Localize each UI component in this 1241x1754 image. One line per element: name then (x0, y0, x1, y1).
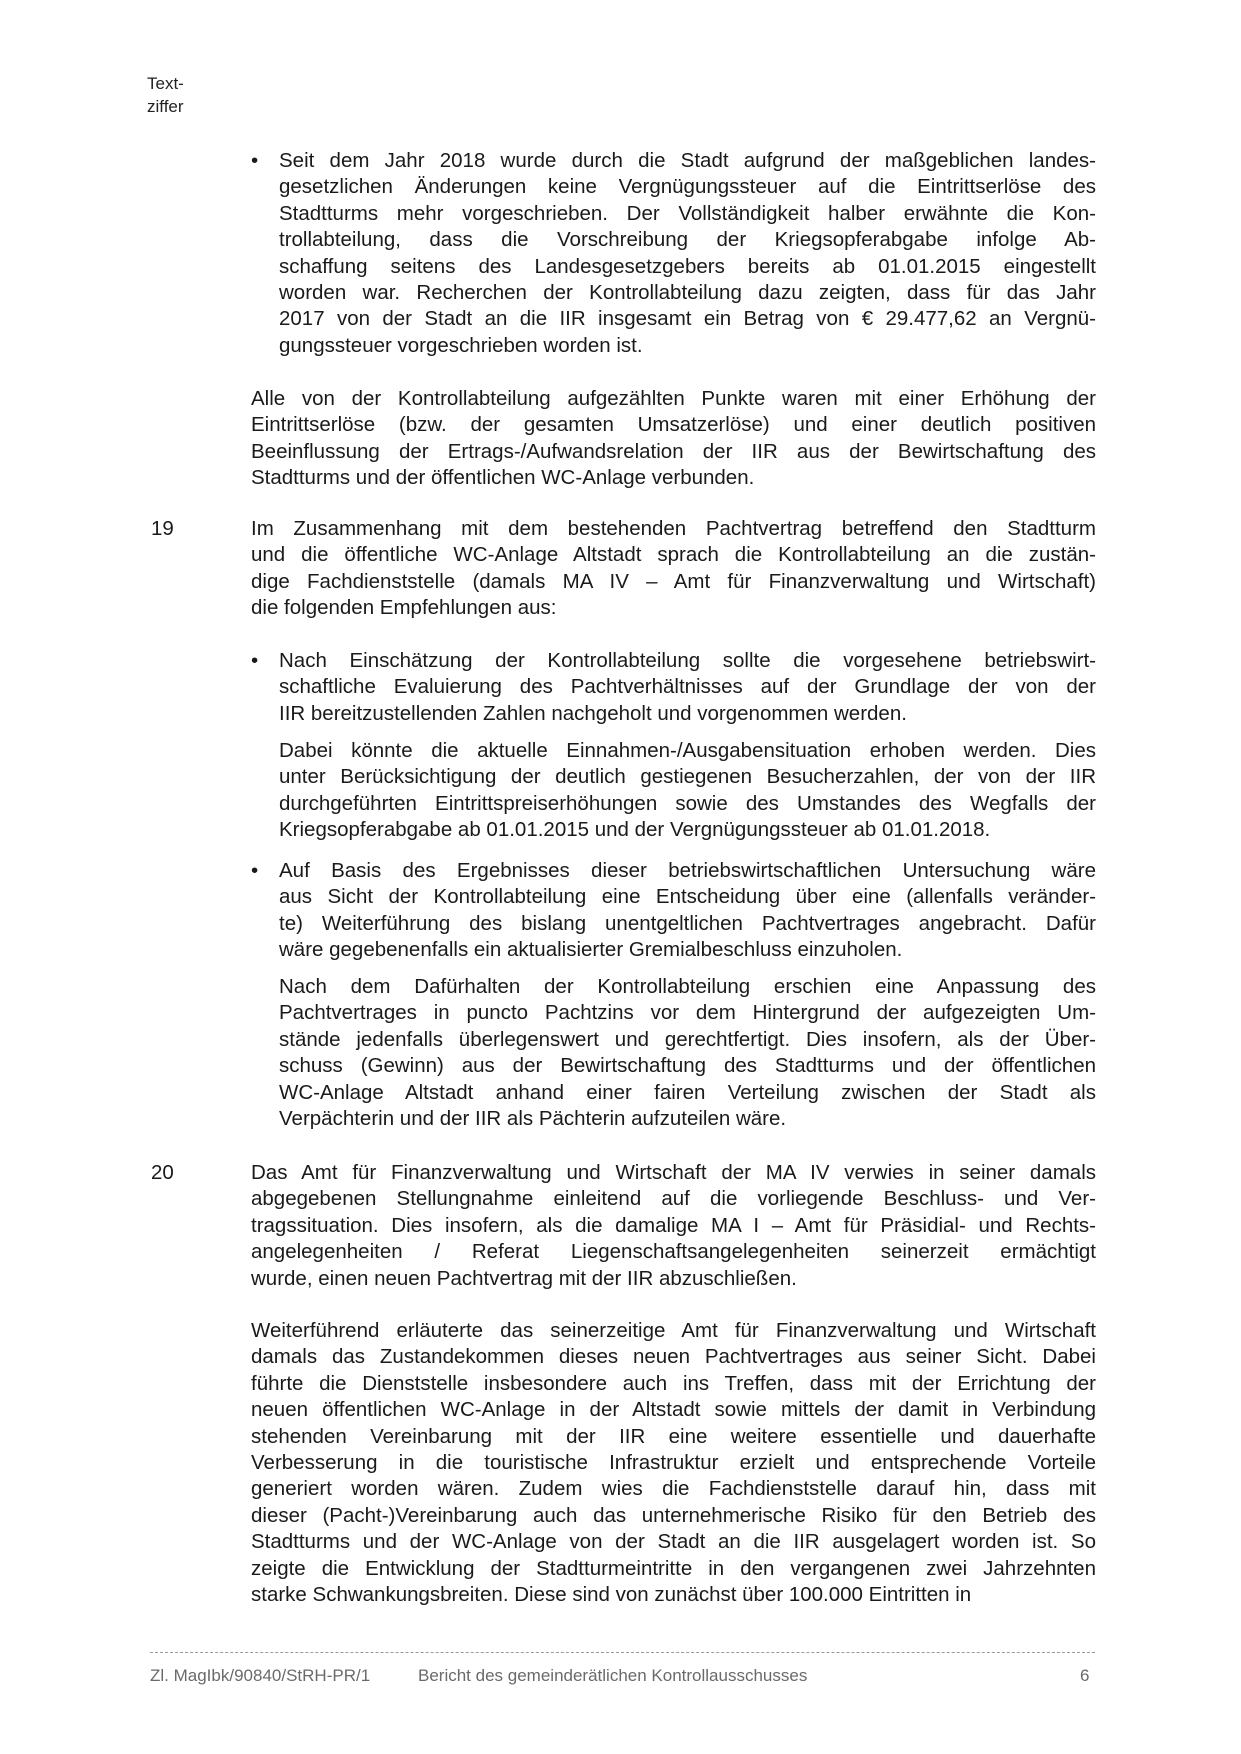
text-line: dige Fachdienststelle (damals MA IV – Amt für Finanzverwaltung und Wirtschaft) (251, 569, 1096, 593)
text-line: Stadtturms und der WC-Anlage von der Stadt an die IIR ausgelagert worden ist. So (251, 1530, 1096, 1554)
text-line: damals das Zustandekommen dieses neuen Pachtvertrages aus seiner Sicht. Dabei (251, 1345, 1096, 1369)
margin-label-line-1: Text- (147, 74, 184, 93)
text-line: Im Zusammenhang mit dem bestehenden Pachtvertrag betreffend den Stadtturm (251, 517, 1096, 540)
text-line: neuen öffentlichen WC-Anlage in der Altstadt sowie mittels der damit in Verbindung (251, 1398, 1096, 1422)
bullet-icon: • (251, 859, 259, 882)
text-line: angelegenheiten / Referat Liegenschaftsangelegenheiten seinerzeit ermächtigt (251, 1240, 1096, 1264)
text-line: generiert worden wären. Zudem wies die Fachdienststelle darauf hin, dass mit (251, 1477, 1096, 1501)
text-line: aus Sicht der Kontrollabteilung eine Entscheidung über eine (allenfalls veränder- (279, 885, 1096, 909)
text-line: Pachtvertrages in puncto Pachtzins vor dem Hintergrund der aufgezeigten Um- (279, 1001, 1096, 1025)
text-line: Stadtturms und der öffentlichen WC-Anlage verbunden. (251, 466, 755, 490)
text-line: stände jedenfalls überlegenswert und gerechtfertigt. Dies insofern, als der Über- (279, 1027, 1096, 1051)
margin-label-line-2: ziffer (147, 97, 184, 116)
textziffer-margin-label (147, 72, 184, 118)
text-line: schaftliche Evaluierung des Pachtverhältnisses auf der Grundlage der von der (279, 675, 1096, 699)
text-line: Kriegsopferabgabe ab 01.01.2015 und der Vergnügungssteuer ab 01.01.2018. (279, 818, 991, 842)
text-line: dieser (Pacht-)Vereinbarung auch das unternehmerische Risiko für den Betrieb des (251, 1503, 1096, 1527)
bullet-icon: • (251, 649, 259, 672)
textziffer-number-19: 19 (151, 517, 174, 540)
text-line: die folgenden Empfehlungen aus: (251, 596, 557, 620)
text-line: gungssteuer vorgeschrieben worden ist. (279, 333, 643, 357)
text-line: Weiterführend erläuterte das seinerzeitige Amt für Finanzverwaltung und Wirtschaft (251, 1319, 1096, 1342)
text-line: starke Schwankungsbreiten. Diese sind von zunächst über 100.000 Eintritten in (251, 1583, 972, 1607)
textziffer-20-statement (251, 1160, 1096, 1292)
textziffer-20-explanation (251, 1318, 1096, 1608)
text-line: schaffung seitens des Landesgesetzgebers bereits ab 01.01.2015 eingestellt (279, 254, 1096, 278)
bullet-icon: • (251, 149, 259, 172)
text-line: trollabteilung, dass die Vorschreibung der Kriegsopferabgabe infolge Ab- (279, 228, 1096, 252)
text-line: abgegebenen Stellungnahme einleitend auf die vorliegende Beschluss- und Ver- (251, 1187, 1096, 1211)
text-line: schuss (Gewinn) aus der Bewirtschaftung des Stadtturms und der öffentlichen (279, 1054, 1096, 1078)
text-line: und die öffentliche WC-Anlage Altstadt sprach die Kontrollabteilung an die zustän- (251, 543, 1096, 567)
text-line: Beeinflussung der Ertrags-/Aufwandsrelation der IIR aus der Bewirtschaftung des (251, 439, 1096, 463)
text-line: Eintrittserlöse (bzw. der gesamten Umsatzerlöse) und einer deutlich positiven (251, 413, 1096, 437)
page-number: 6 (1080, 1666, 1090, 1685)
paragraph-summary (251, 386, 1096, 492)
text-line: Verbesserung in die touristische Infrastruktur erzielt und entsprechende Vorteile (251, 1451, 1096, 1475)
recommendation-1-detail (279, 738, 1096, 844)
bullet-2018-text (279, 148, 1096, 359)
text-line: Dabei könnte die aktuelle Einnahmen-/Ausgabensituation erhoben werden. Dies (279, 739, 1096, 762)
text-line: gesetzlichen Änderungen keine Vergnügungssteuer auf die Eintrittserlöse des (279, 175, 1096, 199)
text-line: stehenden Vereinbarung mit der IIR eine weitere essentielle und dauerhafte (251, 1424, 1096, 1448)
text-line: zeigte die Entwicklung der Stadtturmeintritte in den vergangenen zwei Jahrzehnten (251, 1556, 1096, 1580)
text-line: te) Weiterführung des bislang unentgeltlichen Pachtvertrages angebracht. Dafür (279, 911, 1096, 935)
footer-reference: Zl. MagIbk/90840/StRH-PR/1 (150, 1666, 371, 1685)
text-line: wurde, einen neuen Pachtvertrag mit der IIR abzuschließen. (251, 1266, 797, 1290)
text-line: wäre gegebenenfalls ein aktualisierter Gremialbeschluss einzuholen. (279, 938, 903, 962)
text-line: führte die Dienststelle insbesondere auch ins Treffen, dass mit der Errichtung der (251, 1371, 1096, 1395)
text-line: Verpächterin und der IIR als Pächterin aufzuteilen wäre. (279, 1107, 787, 1131)
textziffer-19-intro (251, 516, 1096, 622)
text-line: Das Amt für Finanzverwaltung und Wirtschaft der MA IV verwies in seiner damals (251, 1161, 1096, 1184)
recommendation-1 (279, 648, 1096, 727)
text-line: IIR bereitzustellenden Zahlen nachgeholt und vorgenommen werden. (279, 701, 907, 725)
recommendation-2-detail (279, 974, 1096, 1132)
footer-divider (150, 1652, 1095, 1653)
text-line: Stadtturms mehr vorgeschrieben. Der Vollständigkeit halber erwähnte die Kon- (279, 201, 1096, 225)
textziffer-number-20: 20 (151, 1161, 174, 1184)
text-line: unter Berücksichtigung der deutlich gestiegenen Besucherzahlen, der von der IIR (279, 765, 1096, 789)
text-line: worden war. Recherchen der Kontrollabteilung dazu zeigten, dass für das Jahr (279, 281, 1096, 305)
recommendation-2 (279, 858, 1096, 964)
footer-title: Bericht des gemeinderätlichen Kontrollausschusses (418, 1666, 808, 1685)
text-line: Nach dem Dafürhalten der Kontrollabteilung erschien eine Anpassung des (279, 975, 1096, 998)
text-line: durchgeführten Eintrittspreiserhöhungen sowie des Umstandes des Wegfalls der (279, 791, 1096, 815)
text-line: 2017 von der Stadt an die IIR insgesamt ein Betrag von € 29.477,62 an Vergnü- (279, 307, 1096, 331)
text-line: Seit dem Jahr 2018 wurde durch die Stadt aufgrund der maßgeblichen landes- (279, 149, 1096, 172)
text-line: WC-Anlage Altstadt anhand einer fairen Verteilung zwischen der Stadt als (279, 1080, 1096, 1104)
text-line: Auf Basis des Ergebnisses dieser betriebswirtschaftlichen Untersuchung wäre (279, 859, 1096, 882)
text-line: Alle von der Kontrollabteilung aufgezählten Punkte waren mit einer Erhöhung der (251, 387, 1096, 410)
text-line: tragssituation. Dies insofern, als die damalige MA I – Amt für Präsidial- und Rechts- (251, 1213, 1096, 1237)
text-line: Nach Einschätzung der Kontrollabteilung sollte die vorgesehene betriebswirt- (279, 649, 1096, 672)
